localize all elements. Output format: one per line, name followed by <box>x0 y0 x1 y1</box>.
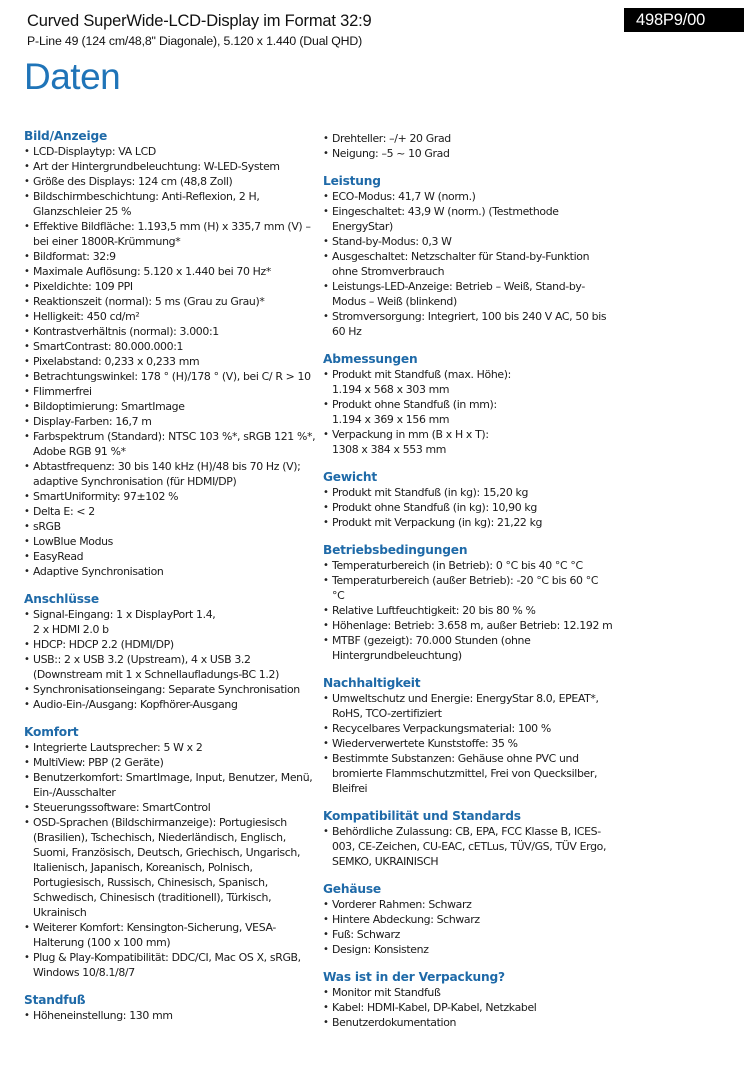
spec-item: • Signal-Eingang: 1 x DisplayPort 1.4, 2 x HDMI 2.0 b <box>24 607 316 637</box>
spec-list <box>24 607 316 712</box>
document-subtitle: P-Line 49 (124 cm/48,8" Diagonale), 5.120 x 1.440 (Dual QHD) <box>27 34 363 48</box>
spec-item: • Monitor mit Standfuß <box>323 985 613 1000</box>
spec-item: • Temperaturbereich (in Betrieb): 0 °C bis 40 °C °C <box>323 558 613 573</box>
section-heading: Gewicht <box>323 470 378 484</box>
section-heading: Anschlüsse <box>24 592 99 606</box>
spec-item: • Art der Hintergrundbeleuchtung: W-LED-System <box>24 159 316 174</box>
spec-item: • Abtastfrequenz: 30 bis 140 kHz (H)/48 bis 70 Hz (V); adaptive Synchronisation (für HDMI/DP) <box>24 459 316 489</box>
section-heading: Standfuß <box>24 993 86 1007</box>
model-number-badge: 498P9/00 <box>624 8 744 32</box>
spec-item: • Wiederverwertete Kunststoffe: 35 % <box>323 736 613 751</box>
spec-list <box>323 189 613 339</box>
spec-item: • Relative Luftfeuchtigkeit: 20 bis 80 % % <box>323 603 613 618</box>
spec-column-left <box>24 129 316 1036</box>
spec-item: • Helligkeit: 450 cd/m² <box>24 309 316 324</box>
section-heading: Komfort <box>24 725 79 739</box>
section-heading: Bild/Anzeige <box>24 129 108 143</box>
spec-item: • OSD-Sprachen (Bildschirmanzeige): Portugiesisch (Brasilien), Tschechisch, Niederländisch, Englisch, Suomi, Französisch, Deutsch, Griechisch, Ungarisch, Italienisch, Japanisch, Koreanisch, Polnisch, Portugiesisch, Russisch, Chinesisch, Spanisch, Schwedisch, Chinesisch (traditionell), Türkisch, Ukrainisch <box>24 815 316 920</box>
spec-item: • Höheneinstellung: 130 mm <box>24 1008 316 1023</box>
section-heading: Gehäuse <box>323 882 381 896</box>
spec-item: • Pixelabstand: 0,233 x 0,233 mm <box>24 354 316 369</box>
spec-item: • USB:: 2 x USB 3.2 (Upstream), 4 x USB 3.2 (Downstream mit 1 x Schnellaufladungs-BC 1.2) <box>24 652 316 682</box>
spec-item: • Produkt mit Standfuß (max. Höhe): 1.194 x 568 x 303 mm <box>323 367 613 397</box>
spec-list <box>24 144 316 579</box>
spec-item: • EasyRead <box>24 549 316 564</box>
page-heading: Daten <box>24 56 121 97</box>
spec-item: • Farbspektrum (Standard): NTSC 103 %*, sRGB 121 %*, Adobe RGB 91 %* <box>24 429 316 459</box>
spec-item: • Neigung: –5 ~ 10 Grad <box>323 146 613 161</box>
section-heading: Abmessungen <box>323 352 418 366</box>
spec-item: • Flimmerfrei <box>24 384 316 399</box>
document-title: Curved SuperWide-LCD-Display im Format 32:9 <box>27 12 372 30</box>
spec-section-leistung <box>323 174 613 339</box>
spec-item: • sRGB <box>24 519 316 534</box>
spec-item: • Audio-Ein-/Ausgang: Kopfhörer-Ausgang <box>24 697 316 712</box>
spec-section-betriebsbedingungen <box>323 543 613 663</box>
spec-section-abmessungen <box>323 352 613 457</box>
spec-item: • Betrachtungswinkel: 178 ° (H)/178 ° (V), bei C/ R > 10 <box>24 369 316 384</box>
spec-item: • LCD-Displaytyp: VA LCD <box>24 144 316 159</box>
spec-section-standfuss <box>24 993 316 1023</box>
spec-item: • HDCP: HDCP 2.2 (HDMI/DP) <box>24 637 316 652</box>
spec-column-right <box>323 131 613 1043</box>
spec-item: • Recycelbares Verpackungsmaterial: 100 % <box>323 721 613 736</box>
spec-list <box>323 367 613 457</box>
spec-item: • Kabel: HDMI-Kabel, DP-Kabel, Netzkabel <box>323 1000 613 1015</box>
section-heading: Was ist in der Verpackung? <box>323 970 505 984</box>
spec-item: • SmartUniformity: 97±102 % <box>24 489 316 504</box>
spec-item: • Display-Farben: 16,7 m <box>24 414 316 429</box>
spec-item: • Produkt mit Verpackung (in kg): 21,22 kg <box>323 515 613 530</box>
spec-section-nachhaltigkeit <box>323 676 613 796</box>
spec-section-kompatibilitaet-und-standards <box>323 809 613 869</box>
spec-item: • Bildformat: 32:9 <box>24 249 316 264</box>
spec-item: • Bestimmte Substanzen: Gehäuse ohne PVC und bromierte Flammschutzmittel, Frei von Quecksilber, Bleifrei <box>323 751 613 796</box>
spec-item: • Benutzerkomfort: SmartImage, Input, Benutzer, Menü, Ein-/Ausschalter <box>24 770 316 800</box>
section-heading: Leistung <box>323 174 381 188</box>
spec-item: • Drehteller: –/+ 20 Grad <box>323 131 613 146</box>
spec-section-bild-anzeige <box>24 129 316 579</box>
spec-item: • Reaktionszeit (normal): 5 ms (Grau zu Grau)* <box>24 294 316 309</box>
spec-item: • Verpackung in mm (B x H x T): 1308 x 384 x 553 mm <box>323 427 613 457</box>
spec-item: • Eingeschaltet: 43,9 W (norm.) (Testmethode EnergyStar) <box>323 204 613 234</box>
spec-list <box>24 1008 316 1023</box>
spec-item: • Fuß: Schwarz <box>323 927 613 942</box>
spec-item: • Kontrastverhältnis (normal): 3.000:1 <box>24 324 316 339</box>
spec-list <box>323 897 613 957</box>
spec-section-anschluesse <box>24 592 316 712</box>
spec-item: • SmartContrast: 80.000.000:1 <box>24 339 316 354</box>
spec-item: • Stromversorgung: Integriert, 100 bis 240 V AC, 50 bis 60 Hz <box>323 309 613 339</box>
spec-item: • Weiterer Komfort: Kensington-Sicherung, VESA-Halterung (100 x 100 mm) <box>24 920 316 950</box>
section-heading: Betriebsbedingungen <box>323 543 468 557</box>
spec-list <box>323 824 613 869</box>
spec-item: • Stand-by-Modus: 0,3 W <box>323 234 613 249</box>
spec-item: • ECO-Modus: 41,7 W (norm.) <box>323 189 613 204</box>
spec-item: • Ausgeschaltet: Netzschalter für Stand-by-Funktion ohne Stromverbrauch <box>323 249 613 279</box>
spec-item: • Bildschirmbeschichtung: Anti-Reflexion, 2 H, Glanzschleier 25 % <box>24 189 316 219</box>
spec-section-gehaeuse <box>323 882 613 957</box>
spec-item: • Pixeldichte: 109 PPI <box>24 279 316 294</box>
spec-item: • Adaptive Synchronisation <box>24 564 316 579</box>
spec-list <box>323 485 613 530</box>
spec-item: • Produkt ohne Standfuß (in mm): 1.194 x 369 x 156 mm <box>323 397 613 427</box>
spec-list <box>24 740 316 980</box>
section-heading: Nachhaltigkeit <box>323 676 421 690</box>
spec-item: • Bildoptimierung: SmartImage <box>24 399 316 414</box>
spec-item: • Delta E: < 2 <box>24 504 316 519</box>
spec-item: • Maximale Auflösung: 5.120 x 1.440 bei 70 Hz* <box>24 264 316 279</box>
spec-item: • Größe des Displays: 124 cm (48,8 Zoll) <box>24 174 316 189</box>
spec-item: • Steuerungssoftware: SmartControl <box>24 800 316 815</box>
spec-item: • MTBF (gezeigt): 70.000 Stunden (ohne Hintergrundbeleuchtung) <box>323 633 613 663</box>
spec-list <box>323 558 613 663</box>
section-heading: Kompatibilität und Standards <box>323 809 521 823</box>
spec-item: • Benutzerdokumentation <box>323 1015 613 1030</box>
spec-item: • Produkt mit Standfuß (in kg): 15,20 kg <box>323 485 613 500</box>
spec-list <box>323 691 613 796</box>
spec-list <box>323 985 613 1030</box>
spec-list <box>323 131 613 161</box>
spec-item: • Synchronisationseingang: Separate Synchronisation <box>24 682 316 697</box>
spec-section-gewicht <box>323 470 613 530</box>
spec-item: • Umweltschutz und Energie: EnergyStar 8.0, EPEAT*, RoHS, TCO-zertifiziert <box>323 691 613 721</box>
spec-item: • Vorderer Rahmen: Schwarz <box>323 897 613 912</box>
spec-item: • Hintere Abdeckung: Schwarz <box>323 912 613 927</box>
spec-item: • Behördliche Zulassung: CB, EPA, FCC Klasse B, ICES-003, CE-Zeichen, CU-EAC, cETLus, TÜV/GS, TÜV Ergo, SEMKO, UKRAINISCH <box>323 824 613 869</box>
spec-item: • Effektive Bildfläche: 1.193,5 mm (H) x 335,7 mm (V) – bei einer 1800R-Krümmung* <box>24 219 316 249</box>
spec-section-was-ist-in-der-verpackung <box>323 970 613 1030</box>
spec-item: • MultiView: PBP (2 Geräte) <box>24 755 316 770</box>
spec-section-komfort <box>24 725 316 980</box>
spec-section-continued <box>323 131 613 161</box>
spec-item: • Höhenlage: Betrieb: 3.658 m, außer Betrieb: 12.192 m <box>323 618 613 633</box>
spec-item: • Integrierte Lautsprecher: 5 W x 2 <box>24 740 316 755</box>
spec-item: • Design: Konsistenz <box>323 942 613 957</box>
spec-item: • Temperaturbereich (außer Betrieb): -20 °C bis 60 °C °C <box>323 573 613 603</box>
spec-item: • Produkt ohne Standfuß (in kg): 10,90 kg <box>323 500 613 515</box>
spec-item: • Plug & Play-Kompatibilität: DDC/CI, Mac OS X, sRGB, Windows 10/8.1/8/7 <box>24 950 316 980</box>
spec-item: • LowBlue Modus <box>24 534 316 549</box>
spec-item: • Leistungs-LED-Anzeige: Betrieb – Weiß, Stand-by-Modus – Weiß (blinkend) <box>323 279 613 309</box>
